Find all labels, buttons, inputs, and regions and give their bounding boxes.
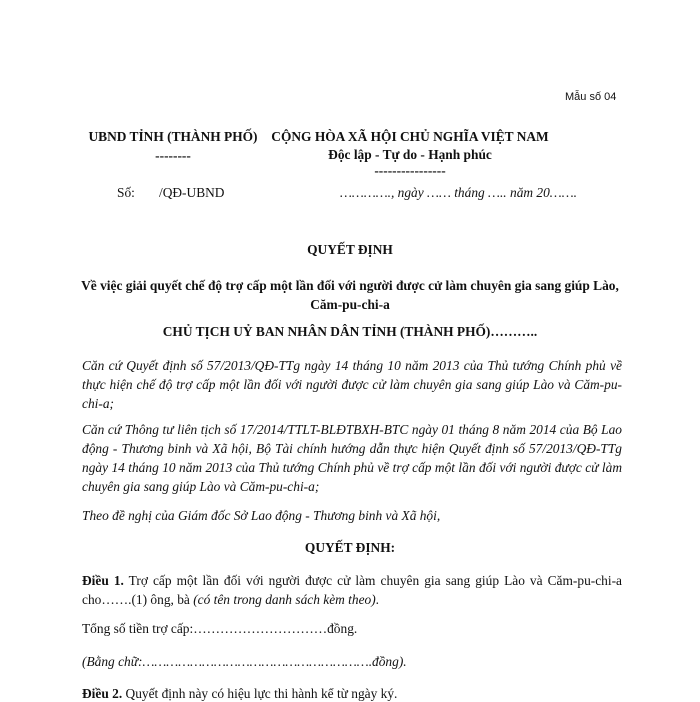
country-name: CỘNG HÒA XÃ HỘI CHỦ NGHĨA VIỆT NAM [271,129,549,144]
issuing-authority: CHỦ TỊCH UỶ BAN NHÂN DÂN TỈNH (THÀNH PHỐ)……….. [162,324,538,339]
article-1 [82,571,622,609]
article-1-end: . [375,592,380,607]
proposal-basis: Theo đề nghị của Giám đốc Sở Lao động - Thương binh và Xã hội, [82,508,441,523]
article-1-label: Điều 1. [82,573,124,588]
total-amount-line: Tổng số tiền trợ cấp:…………………………đồng. [82,621,358,636]
decision-heading: QUYẾT ĐỊNH: [304,540,396,555]
agency-divider: -------- [155,148,191,163]
legal-basis-1: Căn cứ Quyết định số 57/2013/QĐ-TTg ngày 14 tháng 10 năm 2013 của Thủ tướng Chính phủ về thực hiện chế độ trợ cấp một lần đối với người được cử làm chuyên gia sang giúp Lào và Căm-pu-chi-a; [82,358,622,411]
motto-divider: ---------------- [374,163,446,178]
document-title: QUYẾT ĐỊNH [307,242,393,257]
place-date-line: …………., ngày …… tháng ….. năm 20……. [340,185,577,200]
agency-name: UBND TỈNH (THÀNH PHỐ) [88,129,258,144]
amount-in-words-line: (Bằng chữ:………………………………………………….đồng). [82,654,407,669]
article-2-label: Điều 2. [82,686,123,701]
national-motto: Độc lập - Tự do - Hạnh phúc [328,147,492,162]
number-label: Số: [117,185,135,200]
article-1-text: Trợ cấp một lần đối với người được cử làm chuyên gia sang giúp Lào và Căm-pu-chi-a cho…….(1) ông, bà [82,573,622,607]
legal-basis-2: Căn cứ Thông tư liên tịch số 17/2014/TTLT-BLĐTBXH-BTC ngày 01 tháng 8 năm 2014 của Bộ Lao động - Thương binh và Xã hội, Bộ Tài chính hướng dẫn thực hiện Quyết định số 57/2013/QĐ-TTg ngày 14 tháng 10 năm 2013 của Thủ tướng Chính phủ về trợ cấp một lần đối với người được cử làm chuyên gia sang giúp Lào và Căm-pu-chi-a; [82,422,622,494]
form-number: Mẫu số 04 [565,91,617,103]
number-suffix: /QĐ-UBND [159,185,225,200]
document-subject: Về việc giải quyết chế độ trợ cấp một lần đối với người được cử làm chuyên gia sang giúp Lào, Căm-pu-chi-a [81,278,619,312]
article-2-text: Quyết định này có hiệu lực thi hành kể từ ngày ký. [122,686,398,701]
article-1-note: (có tên trong danh sách kèm theo) [193,592,376,607]
